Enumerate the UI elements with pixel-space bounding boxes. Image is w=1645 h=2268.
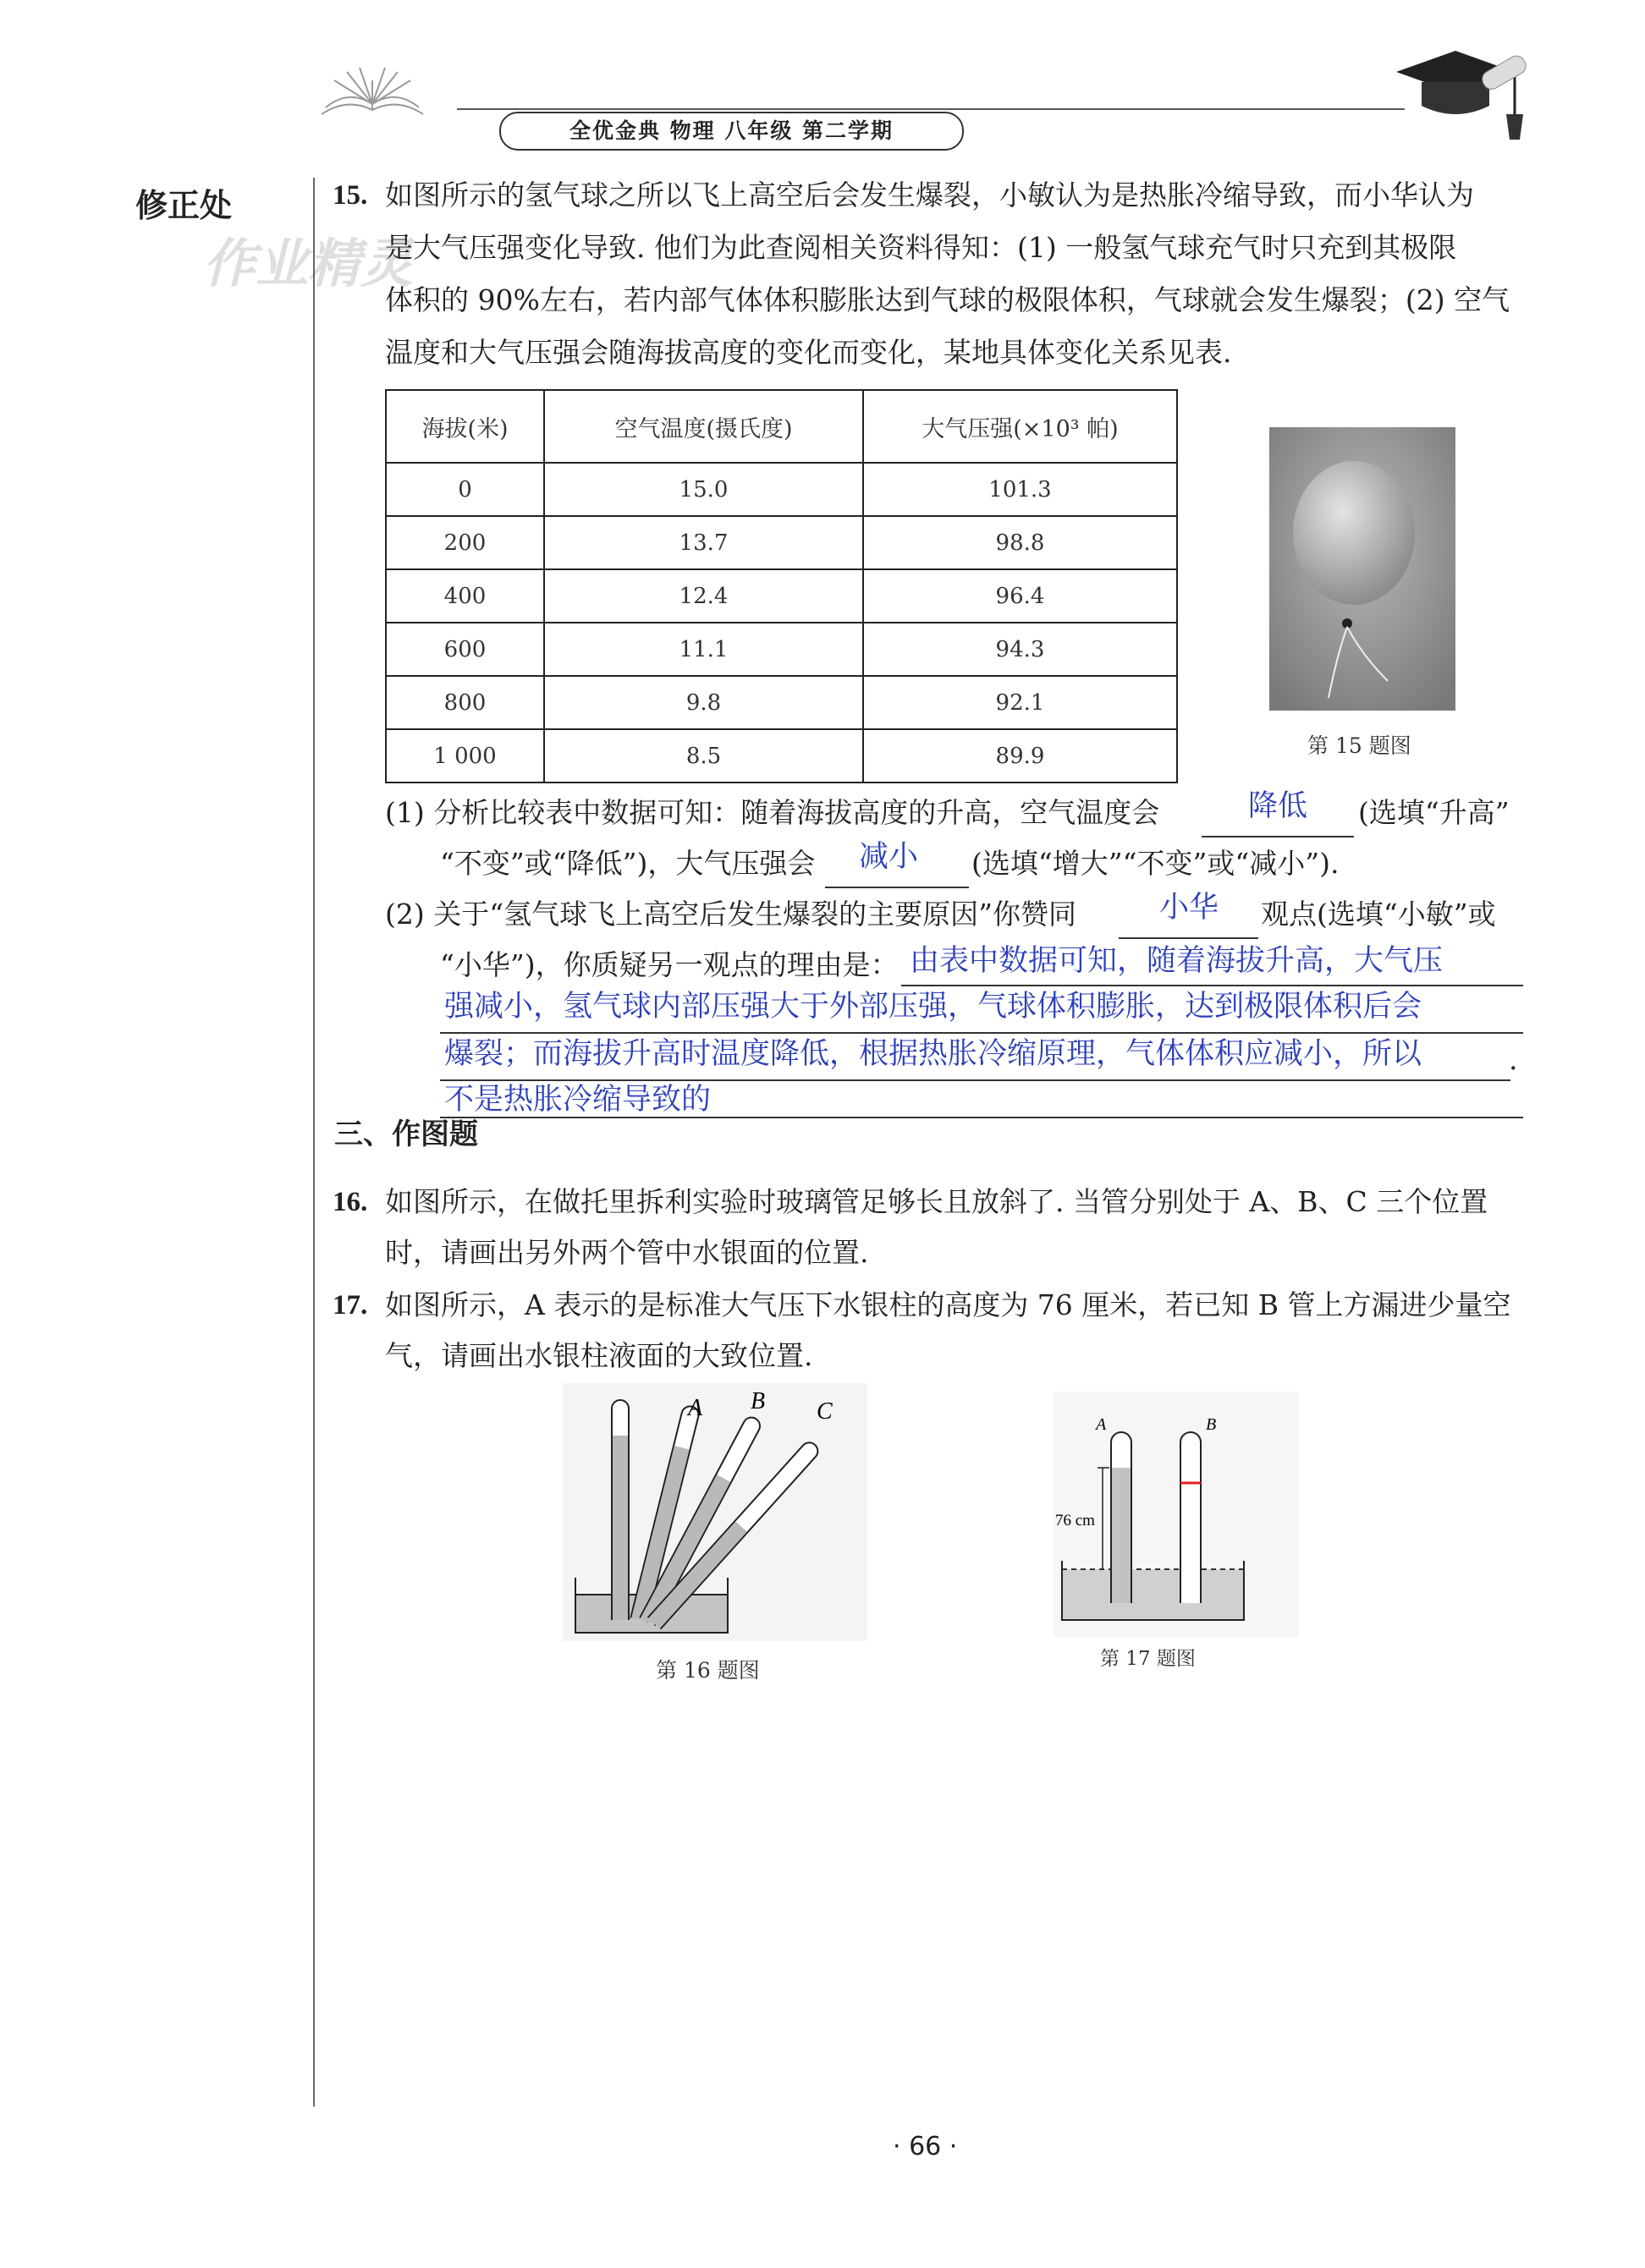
tube-label-b: B [751, 1388, 766, 1414]
table-cell: 0 [386, 463, 544, 516]
q17-number: 17. [333, 1290, 368, 1321]
table-header-row [386, 390, 1177, 463]
table-cell: 96.4 [863, 569, 1177, 623]
table-cell: 89.9 [863, 729, 1177, 783]
q15-line3: 体积的 90%左右，若内部气体体积膨胀达到气球的极限体积，气球就会发生爆裂；(2) 空气 [385, 283, 1510, 316]
answer-handwritten: 不是热胀冷缩导致的 [444, 1083, 712, 1117]
q16-line2: 时，请画出另外两个管中水银面的位置. [385, 1236, 869, 1269]
table-cell: 9.8 [544, 676, 863, 729]
margin-divider [313, 178, 315, 2106]
q16-number: 16. [333, 1187, 368, 1217]
balloon-photo [1269, 427, 1455, 711]
margin-label: 修正处 [135, 187, 233, 224]
q15-p2-a: (2) 关于“氢气球飞上高空后发生爆裂的主要原因”你赞同 [385, 898, 1076, 931]
tube-label-a: A [688, 1395, 703, 1421]
table-cell: 1 000 [386, 729, 544, 783]
answer-handwritten: 减小 [859, 840, 919, 874]
answer-handwritten: 强减小，氢气球内部压强大于外部压强，气球体积膨胀，达到极限体积后会 [444, 990, 1422, 1024]
q15-p1-d: (选填“增大”“不变”或“减小”). [971, 847, 1340, 880]
answer-handwritten: 由表中数据可知，随着海拔升高，大气压 [910, 944, 1444, 978]
height-label: 76 cm [1055, 1512, 1095, 1529]
q15-figure-caption: 第 15 题图 [1307, 733, 1411, 758]
table-cell: 94.3 [863, 623, 1177, 676]
table-cell: 12.4 [544, 569, 863, 623]
q15-p1-b: (选填“升高” [1358, 796, 1510, 829]
table-row [386, 676, 1177, 729]
table-row [386, 463, 1177, 516]
section-heading: 三、作图题 [334, 1118, 478, 1151]
table-cell: 13.7 [544, 516, 863, 569]
table-cell: 800 [386, 676, 544, 729]
q15-p1-c: “不变”或“降低”)，大气压强会 [440, 847, 816, 880]
q15-line4: 温度和大气压强会随海拔高度的变化而变化，某地具体变化关系见表. [385, 336, 1232, 369]
table-cell: 11.1 [544, 623, 863, 676]
table-header-cell: 海拔(米) [386, 390, 544, 463]
q15-line1: 如图所示的氢气球之所以飞上高空后会发生爆裂，小敏认为是热胀冷缩导致，而小华认为 [385, 178, 1474, 211]
q15-p2-b: 观点(选填“小敏”或 [1261, 898, 1496, 931]
table-row [386, 623, 1177, 676]
header-rule [457, 108, 1405, 110]
table-cell: 200 [386, 516, 544, 569]
q17-line2: 气，请画出水银柱液面的大致位置. [385, 1339, 813, 1372]
q15-p2-end: . [1509, 1043, 1518, 1076]
torricelli-tilted-tubes-figure [563, 1383, 867, 1641]
table-cell: 98.8 [863, 516, 1177, 569]
page-number: · 66 · [893, 2132, 958, 2161]
q16-caption: 第 16 题图 [656, 1658, 760, 1683]
header-title: 全优金典 物理 八年级 第二学期 [499, 112, 964, 151]
altitude-table [385, 389, 1178, 783]
tube-label-a: A [1096, 1415, 1107, 1434]
table-cell: 15.0 [544, 463, 863, 516]
table-header-cell: 空气温度(摄氏度) [544, 390, 863, 463]
table-row [386, 569, 1177, 623]
q17-caption: 第 17 题图 [1100, 1648, 1196, 1670]
table-row [386, 729, 1177, 783]
table-header-cell: 大气压强(×10³ 帕) [863, 390, 1177, 463]
answer-handwritten: 小华 [1159, 891, 1219, 925]
table-cell: 8.5 [544, 729, 863, 783]
tube-label-b: B [1206, 1415, 1217, 1434]
table-cell: 400 [386, 569, 544, 623]
q15-number: 15. [333, 180, 368, 211]
answer-handwritten: 降低 [1248, 789, 1308, 823]
book-icon [313, 63, 432, 123]
q15-line2: 是大气压强变化导致. 他们为此查阅相关资料得知：(1) 一般氢气球充气时只充到其极限 [385, 231, 1457, 264]
watermark: 作业精灵 [203, 233, 414, 294]
graduation-cap-icon [1388, 38, 1540, 148]
table-row [386, 516, 1177, 569]
table-cell: 92.1 [863, 676, 1177, 729]
table-cell: 600 [386, 623, 544, 676]
table-cell: 101.3 [863, 463, 1177, 516]
q17-line1: 如图所示，A 表示的是标准大气压下水银柱的高度为 76 厘米，若已知 B 管上方漏进少量空 [385, 1288, 1511, 1321]
q15-p2-c: “小华”)，你质疑另一观点的理由是： [440, 948, 899, 981]
tube-label-c: C [817, 1398, 833, 1425]
q15-p1-a: (1) 分析比较表中数据可知：随着海拔高度的升高，空气温度会 [385, 796, 1160, 829]
torricelli-two-tubes-figure [1054, 1392, 1299, 1637]
q16-line1: 如图所示，在做托里拆利实验时玻璃管足够长且放斜了. 当管分别处于 A、B、C 三个位置 [385, 1185, 1488, 1218]
answer-handwritten: 爆裂；而海拔升高时温度降低，根据热胀冷缩原理，气体体积应减小，所以 [444, 1037, 1422, 1071]
